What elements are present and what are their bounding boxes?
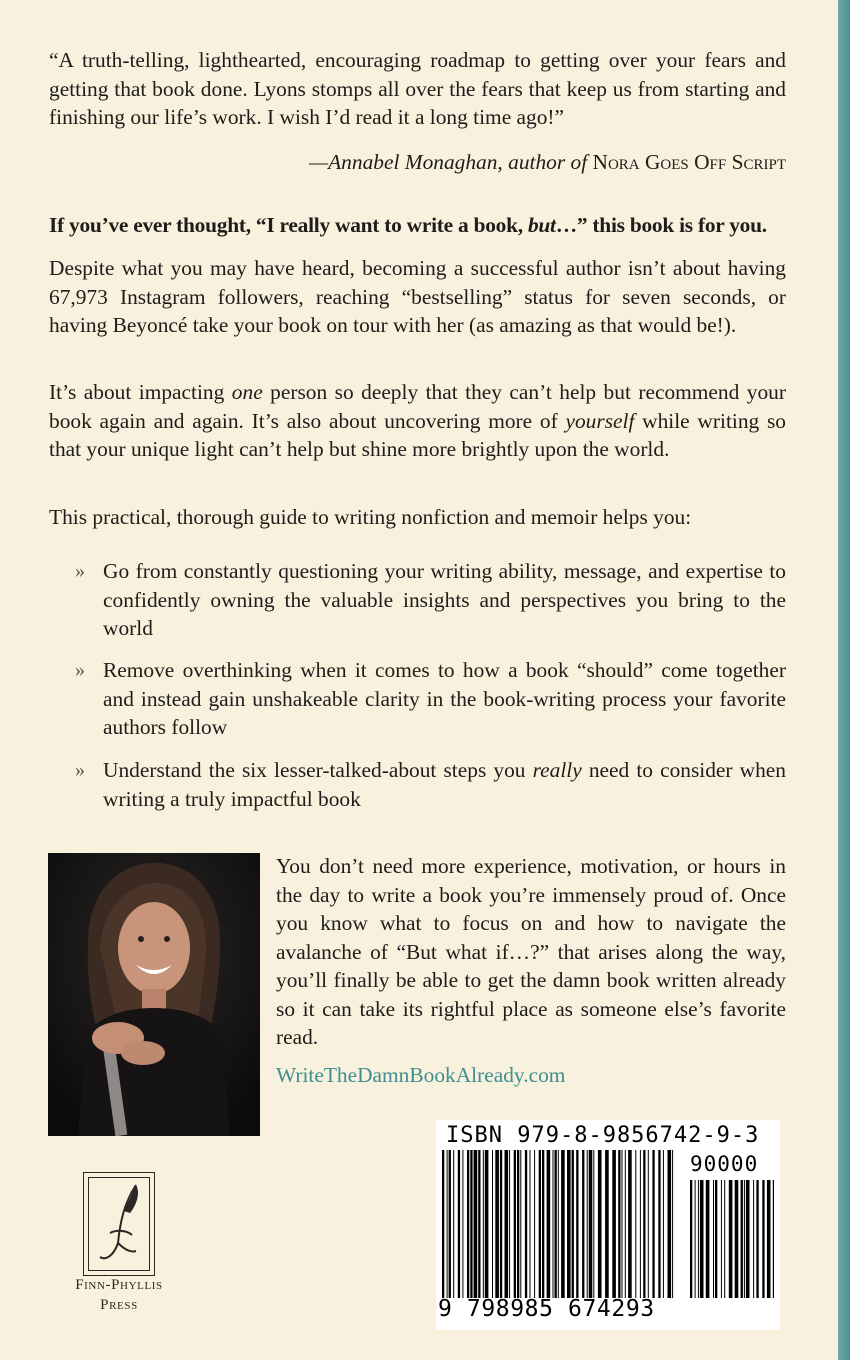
ean-bars — [442, 1150, 674, 1298]
attribution-author: —Annabel Monaghan, author of — [309, 150, 593, 174]
price-code: 90000 — [690, 1152, 759, 1176]
bullet-item-2: Remove overthinking when it comes to how a book “should” come together and instead gain unshakeable clarity in the book-writing process your favorite authors follow — [103, 658, 786, 739]
barcode-bar — [474, 1150, 478, 1298]
barcode-bar — [576, 1150, 578, 1298]
intro-paragraph: Despite what you may have heard, becoming a successful author isn’t about having 67,973 Instagram followers, reaching “bestselling” status for seven seconds, or having Beyoncé take your book on tour with her (as amazing as that would be!). — [49, 256, 786, 337]
barcode-bar — [587, 1150, 588, 1298]
barcode-bar — [658, 1150, 660, 1298]
barcode-bar — [542, 1150, 544, 1298]
bullet-3-text-b: need to consider when writing a truly impactful book — [103, 758, 786, 811]
barcode-bar — [558, 1150, 559, 1298]
barcode-bar — [539, 1150, 541, 1298]
barcode-bar — [458, 1150, 460, 1298]
author-bio: You don’t need more experience, motivation, or hours in the day to write a book you’re immensely proud of. Once you know what to focus on and how to navigate the avalanche of “But what if…?” that arises along the way, you’ll finally be able to get the damn book written already so it can take its rightful place as someone else’s favorite read. — [276, 854, 786, 1049]
impact-text-a: It’s about impacting — [49, 380, 232, 404]
barcode-bar — [735, 1180, 739, 1298]
barcode-bar — [612, 1150, 616, 1298]
barcode-bar — [582, 1150, 584, 1298]
barcode-bar — [741, 1180, 743, 1298]
barcode-bar — [640, 1150, 641, 1298]
guide-intro: This practical, thorough guide to writing nonfiction and memoir helps you: — [49, 505, 692, 529]
quote-attribution — [49, 148, 786, 177]
barcode-bar — [762, 1180, 764, 1298]
barcode-bar — [495, 1150, 499, 1298]
barcode-bar — [706, 1180, 710, 1298]
barcode-bar — [553, 1150, 554, 1298]
barcode-bar — [470, 1150, 472, 1298]
barcode-bar — [447, 1150, 448, 1298]
barcode-bar — [467, 1150, 469, 1298]
barcode-bar — [698, 1180, 699, 1298]
barcode-bar — [648, 1150, 649, 1298]
barcode-bar — [525, 1150, 527, 1298]
barcode-bar — [509, 1150, 510, 1298]
barcode-bar — [478, 1150, 480, 1298]
barcode-bar — [572, 1150, 574, 1298]
bullet-marker: » — [75, 560, 85, 582]
barcode-bar — [520, 1150, 521, 1298]
publisher-name-line2: Press — [100, 1297, 138, 1313]
attribution-book-title: Nora Goes Off Script — [592, 150, 786, 174]
impact-emphasis-yourself: yourself — [565, 408, 635, 433]
quill-icon — [84, 1173, 154, 1275]
headline-part2: …” this book is for you. — [555, 213, 767, 237]
barcode-bar — [721, 1180, 722, 1298]
barcode-bar — [668, 1150, 672, 1298]
barcode-bar — [744, 1180, 745, 1298]
barcode-bar — [485, 1150, 489, 1298]
impact-emphasis-one: one — [231, 380, 263, 404]
barcode-bar — [547, 1150, 551, 1298]
barcode-bar — [589, 1150, 593, 1298]
barcode-bar — [767, 1180, 771, 1298]
barcode-bar — [724, 1180, 725, 1298]
barcode-bar — [756, 1180, 758, 1298]
barcode-bar — [652, 1150, 654, 1298]
headline-part1: If you’ve ever thought, “I really want to write a book, — [49, 213, 528, 237]
bullet-item-3 — [103, 756, 786, 813]
barcode-bar — [729, 1180, 733, 1298]
publisher-logo — [83, 1172, 155, 1276]
website-link[interactable]: WriteTheDamnBookAlready.com — [276, 1063, 566, 1087]
barcode-bar — [530, 1150, 531, 1298]
author-photo — [48, 853, 260, 1136]
isbn-barcode — [436, 1120, 780, 1330]
barcode-bar — [605, 1150, 609, 1298]
author-photo-illustration — [48, 853, 260, 1136]
barcode-bar — [690, 1180, 692, 1298]
bullet-3-emphasis: really — [532, 758, 582, 782]
barcode-bar — [505, 1150, 509, 1298]
publisher-name-line1: Finn-Phyllis — [75, 1277, 163, 1293]
barcode-bar — [442, 1150, 444, 1298]
barcode-bar — [773, 1180, 774, 1298]
barcode-bar — [561, 1150, 565, 1298]
addon-bars — [690, 1180, 774, 1298]
barcode-bar — [500, 1150, 502, 1298]
bullet-3-text-a: Understand the six lesser-talked-about steps you — [103, 758, 533, 782]
barcode-bar — [635, 1150, 636, 1298]
barcode-bar — [555, 1150, 557, 1298]
barcode-bar — [700, 1180, 704, 1298]
bullet-marker: » — [75, 659, 85, 681]
impact-text-b: person so deeply that they can’t help but recommend your book again and again. It’s also about uncovering more of — [49, 380, 786, 433]
barcode-bar — [492, 1150, 493, 1298]
barcode-bar — [713, 1180, 714, 1298]
headline-emphasis: but — [527, 213, 556, 237]
barcode-bar — [672, 1150, 673, 1298]
barcode-bar — [753, 1180, 754, 1298]
barcode-bar — [517, 1150, 519, 1298]
spine-stripe — [838, 0, 850, 1360]
barcode-bar — [593, 1150, 594, 1298]
barcode-bar — [483, 1150, 484, 1298]
barcode-bar — [746, 1180, 750, 1298]
barcode-bar — [663, 1150, 664, 1298]
barcode-bar — [567, 1150, 571, 1298]
review-quote: “A truth-telling, lighthearted, encouraging roadmap to getting over your fears and getting that book done. Lyons stomps all over the fears that keep us from starting and finishing our life’s work. I wish I’d read it a long time ago!” — [49, 48, 786, 129]
barcode-bar — [598, 1150, 602, 1298]
barcode-bar — [462, 1150, 463, 1298]
barcode-bar — [715, 1180, 717, 1298]
barcode-bar — [453, 1150, 454, 1298]
barcode-bar — [534, 1150, 535, 1298]
barcode-bar — [625, 1150, 626, 1298]
headline — [49, 211, 786, 240]
barcode-bar — [514, 1150, 516, 1298]
barcode-bar — [695, 1180, 696, 1298]
barcode-bar — [643, 1150, 645, 1298]
ean-digits: 9 798985 674293 — [438, 1296, 655, 1322]
barcode-bar — [618, 1150, 620, 1298]
isbn-number: ISBN 979-8-9856742-9-3 — [446, 1123, 760, 1148]
barcode-bar — [622, 1150, 623, 1298]
bullet-item-1: Go from constantly questioning your writing ability, message, and expertise to confidently owning the valuable insights and perspectives you bring to the world — [103, 559, 786, 640]
barcode-bar — [449, 1150, 451, 1298]
impact-text-c: while writing so that your unique light can’t help but shine more brightly upon the world. — [49, 408, 786, 461]
impact-paragraph — [49, 378, 786, 464]
barcode-bar — [628, 1150, 632, 1298]
bullet-marker: » — [75, 759, 85, 781]
